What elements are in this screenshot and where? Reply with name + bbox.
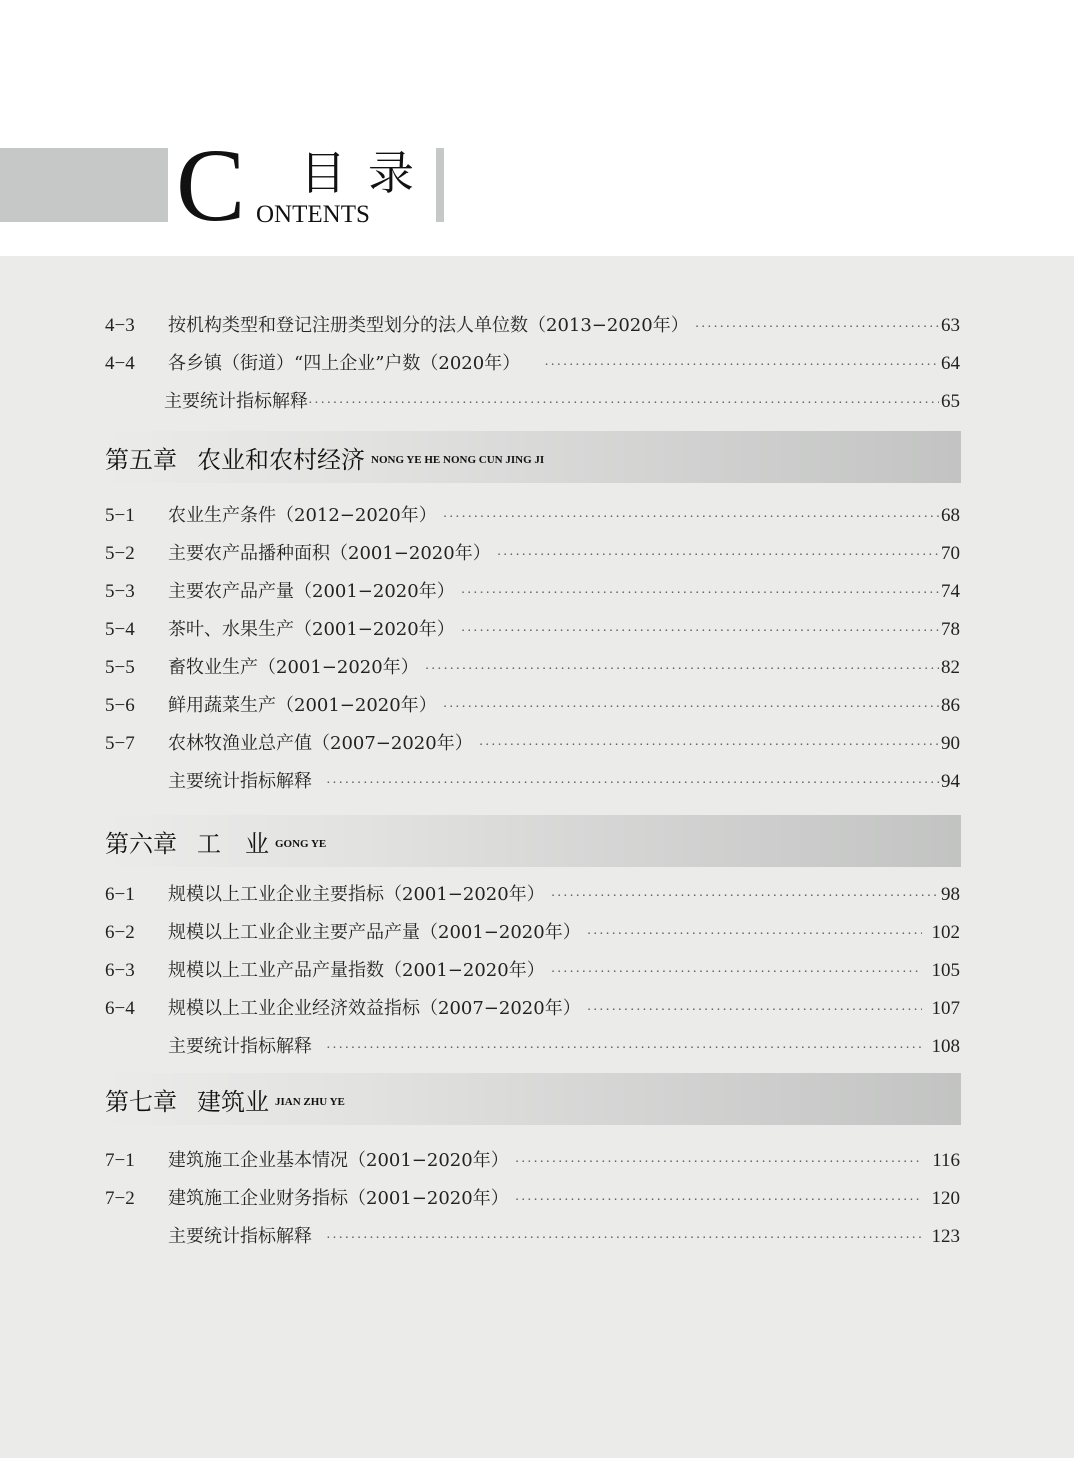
chapter-number: 第六章 [105,829,177,858]
chapter-pinyin: JIAN ZHU YE [275,1096,345,1108]
entry-title: 按机构类型和登记注册类型划分的法人单位数（2013−2020年） [168,315,689,336]
contents-logo-letter: C [176,128,246,243]
toc-entry[interactable] [105,655,960,681]
entry-title: 各乡镇（街道）“四上企业”户数（2020年） [168,353,521,374]
entry-page: 74 [941,581,960,602]
dot-leader [326,1226,922,1252]
entry-page: 107 [931,998,960,1019]
entry-title: 农林牧渔业总产值（2007−2020年） [168,733,473,754]
toc-entry[interactable] [105,920,960,946]
dot-leader [479,733,939,759]
dot-leader [551,884,939,910]
dot-leader [587,998,922,1024]
toc-entry[interactable] [105,313,960,339]
entry-title: 畜牧业生产（2001−2020年） [168,657,419,678]
dot-leader [443,505,939,531]
entry-number: 7−2 [105,1188,135,1209]
entry-number: 5−5 [105,657,135,678]
toc-entry[interactable] [105,579,960,605]
dot-leader [308,391,939,417]
dot-leader [425,657,939,683]
entry-page: 90 [941,733,960,754]
entry-page: 102 [931,922,960,943]
entry-page: 68 [941,505,960,526]
entry-title: 主要统计指标解释 [168,1036,312,1057]
entry-title: 规模以上工业企业主要指标（2001−2020年） [168,884,545,905]
entry-number: 7−1 [105,1150,135,1171]
dot-leader [695,315,939,341]
toc-entry[interactable] [105,996,960,1022]
entry-number: 5−1 [105,505,135,526]
entry-title: 规模以上工业企业经济效益指标（2007−2020年） [168,998,581,1019]
entry-number: 5−7 [105,733,135,754]
entry-number: 6−4 [105,998,135,1019]
toc-entry[interactable] [105,351,960,377]
entry-title: 主要农产品产量（2001−2020年） [168,581,455,602]
contents-title-en: ONTENTS [256,201,370,228]
dot-leader [326,1036,922,1062]
entry-number: 5−2 [105,543,135,564]
toc-entry[interactable] [105,1224,960,1250]
toc-entry[interactable] [105,1034,960,1060]
dot-leader [587,922,922,948]
entry-page: 65 [941,391,960,412]
entry-title: 建筑施工企业基本情况（2001−2020年） [168,1150,509,1171]
toc-entry[interactable] [105,769,960,795]
toc-entry[interactable] [105,1148,960,1174]
entry-title: 主要统计指标解释 [164,391,308,412]
header-gray-bar [0,148,168,222]
chapter-heading[interactable] [105,1073,961,1125]
chapter-number: 第五章 [105,445,177,474]
dot-leader [497,543,939,569]
entry-page: 123 [931,1226,960,1247]
toc-entry[interactable] [105,389,960,415]
header-divider [436,148,444,222]
chapter-heading[interactable] [105,815,961,867]
entry-number: 6−2 [105,922,135,943]
entry-title: 鲜用蔬菜生产（2001−2020年） [168,695,437,716]
entry-page: 94 [941,771,960,792]
chapter-name: 建筑业 [197,1087,269,1116]
toc-entry[interactable] [105,731,960,757]
chapter-pinyin: GONG YE [275,838,327,850]
entry-page: 64 [941,353,960,374]
entry-title: 规模以上工业企业主要产品产量（2001−2020年） [168,922,581,943]
entry-title: 建筑施工企业财务指标（2001−2020年） [168,1188,509,1209]
toc-entry[interactable] [105,958,960,984]
toc-entry[interactable] [105,882,960,908]
entry-title: 农业生产条件（2012−2020年） [168,505,437,526]
toc-entry[interactable] [105,693,960,719]
entry-page: 86 [941,695,960,716]
chapter-pinyin: NONG YE HE NONG CUN JING JI [371,454,545,466]
entry-number: 4−4 [105,353,135,374]
contents-title-cn: 目录 [300,146,436,200]
entry-number: 6−3 [105,960,135,981]
dot-leader [515,1150,923,1176]
toc-entry[interactable] [105,1186,960,1212]
entry-title: 规模以上工业产品产量指数（2001−2020年） [168,960,545,981]
entry-number: 5−4 [105,619,135,640]
entry-number: 6−1 [105,884,135,905]
entry-page: 105 [931,960,960,981]
entry-title: 主要农产品播种面积（2001−2020年） [168,543,491,564]
entry-number: 5−6 [105,695,135,716]
entry-title: 主要统计指标解释 [168,1226,312,1247]
dot-leader [443,695,939,721]
entry-page: 70 [941,543,960,564]
dot-leader [461,581,939,607]
toc-entry[interactable] [105,617,960,643]
dot-leader [544,353,939,379]
entry-page: 82 [941,657,960,678]
entry-title: 主要统计指标解释 [168,771,312,792]
dot-leader [551,960,922,986]
dot-leader [461,619,939,645]
dot-leader [515,1188,922,1214]
toc-entry[interactable] [105,541,960,567]
toc-entry[interactable] [105,503,960,529]
chapter-name: 工 业 [197,829,269,858]
dot-leader [326,771,939,797]
entry-page: 98 [941,884,960,905]
page-header [0,0,1074,256]
entry-page: 63 [941,315,960,336]
entry-page: 108 [931,1036,960,1057]
entry-page: 120 [931,1188,960,1209]
chapter-heading[interactable] [105,431,961,483]
entry-number: 5−3 [105,581,135,602]
chapter-name: 农业和农村经济 [197,445,365,474]
entry-page: 78 [941,619,960,640]
entry-page: 116 [932,1150,960,1171]
chapter-number: 第七章 [105,1087,177,1116]
entry-number: 4−3 [105,315,135,336]
entry-title: 茶叶、水果生产（2001−2020年） [168,619,455,640]
